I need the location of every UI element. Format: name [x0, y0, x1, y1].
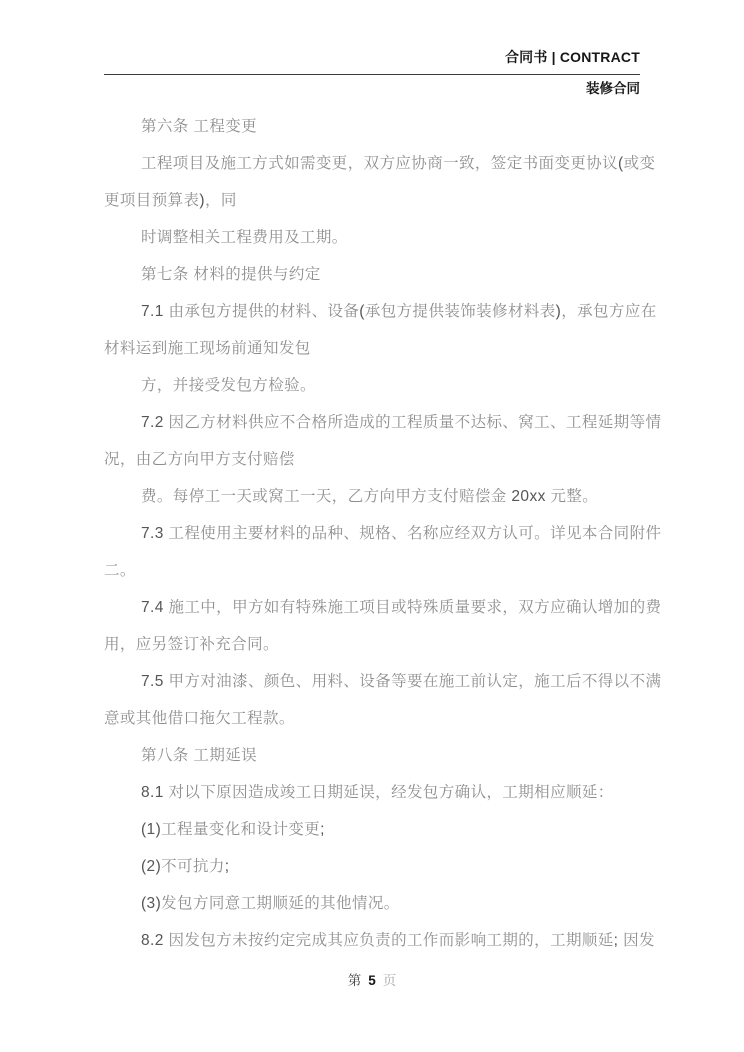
contract-line: 工程项目及施工方式如需变更，双方应协商一致，签定书面变更协议(或变: [141, 155, 656, 172]
page-number: 5: [368, 973, 376, 988]
header-divider: [104, 74, 640, 75]
contract-line: 7.3 工程使用主要材料的品种、规格、名称应经双方认可。详见本合同附件: [141, 525, 662, 542]
page-footer: [0, 972, 744, 990]
contract-line: 材料运到施工现场前通知发包: [104, 340, 311, 357]
contract-line: (2)不可抗力;: [141, 858, 230, 875]
contract-line: 时调整相关工程费用及工期。: [141, 229, 348, 246]
contract-body: [104, 108, 662, 959]
page-number-suffix: 页: [382, 973, 397, 988]
contract-line: 更项目预算表)，同: [104, 192, 237, 209]
contract-line: 8.1 对以下原因造成竣工日期延误，经发包方确认，工期相应顺延：: [141, 784, 614, 801]
contract-line: 7.5 甲方对油漆、颜色、用料、设备等要在施工前认定，施工后不得以不满: [141, 673, 662, 690]
contract-line: 况，由乙方向甲方支付赔偿: [104, 451, 295, 468]
contract-line: 第六条 工程变更: [141, 118, 258, 135]
contract-line: 第七条 材料的提供与约定: [141, 266, 321, 283]
document-subtitle: 装修合同: [586, 81, 640, 96]
contract-line: 第八条 工期延误: [141, 747, 258, 764]
page-number-prefix: 第: [347, 973, 362, 988]
contract-line: 8.2 因发包方未按约定完成其应负责的工作而影响工期的，工期顺延; 因发: [141, 932, 655, 949]
contract-line: (3)发包方同意工期顺延的其他情况。: [141, 895, 400, 912]
contract-line: 用，应另签订补充合同。: [104, 636, 279, 653]
contract-line: 7.2 因乙方材料供应不合格所造成的工程质量不达标、窝工、工程延期等情: [141, 414, 662, 431]
contract-line: 二。: [104, 562, 136, 579]
contract-line: 意或其他借口拖欠工程款。: [104, 710, 295, 727]
contract-line: 方，并接受发包方检验。: [141, 377, 316, 394]
contract-line: (1)工程量变化和设计变更;: [141, 821, 325, 838]
contract-line: 7.1 由承包方提供的材料、设备(承包方提供装饰装修材料表)，承包方应在: [141, 303, 657, 320]
contract-line: 费。每停工一天或窝工一天，乙方向甲方支付赔偿金 20xx 元整。: [141, 488, 599, 505]
contract-line: 7.4 施工中，甲方如有特殊施工项目或特殊质量要求，双方应确认增加的费: [141, 599, 662, 616]
document-type-title: 合同书 | CONTRACT: [504, 49, 640, 65]
page-header: [104, 48, 640, 97]
